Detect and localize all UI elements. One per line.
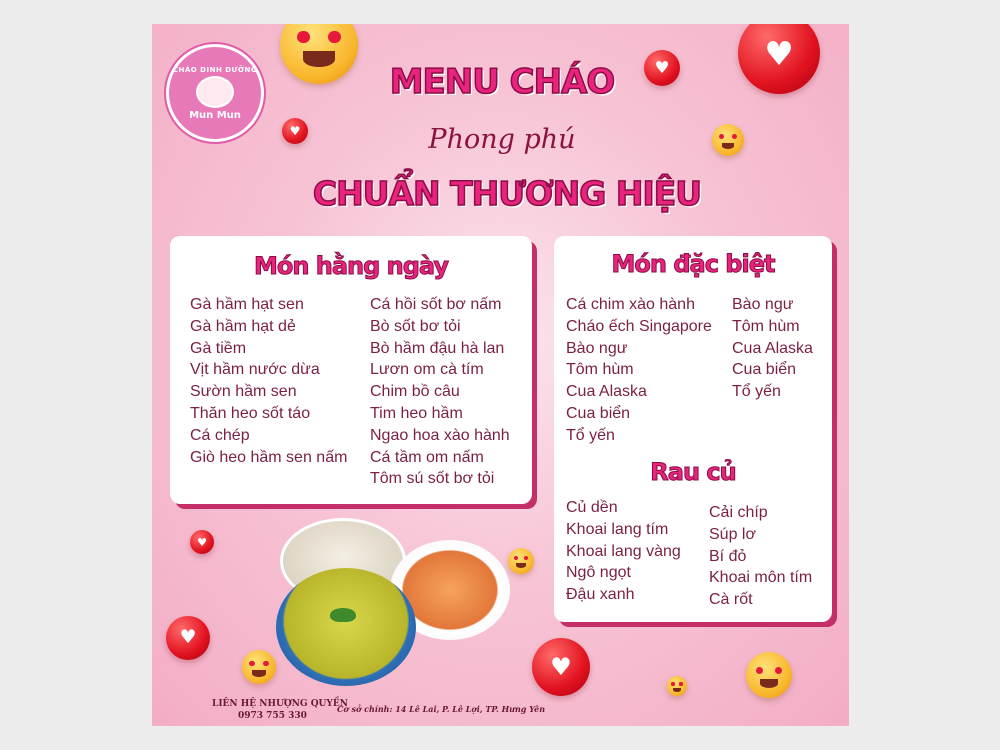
menu-item: Bào ngư	[732, 296, 794, 313]
special-menu-left-column	[566, 296, 712, 449]
menu-poster	[152, 24, 849, 726]
emoji-icon	[746, 652, 792, 698]
menu-item: Gà hầm hạt dẻ	[190, 317, 296, 335]
heart-icon: ♥	[532, 638, 590, 696]
menu-item: Cá hồi sốt bơ nấm	[370, 296, 502, 313]
menu-item: Khoai môn tím	[709, 569, 813, 587]
brand-slogan: CHUẨN THƯƠNG HIỆU	[312, 174, 702, 213]
vegetable-menu-left-column	[566, 499, 681, 608]
special-menu-right-column	[732, 296, 813, 405]
heart-icon: ♥	[738, 24, 820, 94]
menu-item: Cá chim xào hành	[566, 296, 695, 313]
special-menu-card	[554, 236, 832, 622]
menu-item: Củ dền	[566, 499, 618, 516]
menu-item: Cá chép	[190, 426, 250, 444]
mascot-icon	[196, 76, 234, 108]
vegetable-menu-right-column	[709, 504, 812, 613]
menu-item: Cua biển	[566, 404, 631, 422]
porridge-bowls-image	[250, 514, 510, 694]
vegetable-menu-heading: Rau củ	[650, 458, 736, 486]
logo-tagline: CHÁO DINH DƯỠNG	[172, 65, 258, 74]
menu-item: Bò sốt bơ tỏi	[370, 317, 461, 335]
menu-item: Gà tiềm	[190, 339, 247, 357]
menu-item: Tôm sú sốt bơ tỏi	[370, 470, 495, 488]
menu-item: Cua biển	[732, 361, 797, 379]
menu-item: Khoai lang vàng	[566, 542, 681, 560]
menu-item: Tôm hùm	[732, 317, 800, 335]
menu-item: Cua Alaska	[566, 383, 647, 401]
menu-subtitle: Phong phú	[428, 124, 576, 155]
menu-item: Súp lơ	[709, 525, 756, 543]
daily-menu-heading: Món hằng ngày	[253, 252, 449, 280]
heart-icon: ♥	[166, 616, 210, 660]
daily-menu-left-column	[190, 296, 347, 470]
menu-item: Bí đỏ	[709, 547, 747, 565]
menu-item: Cà rốt	[709, 591, 753, 609]
emoji-icon	[508, 548, 534, 574]
daily-menu-card	[170, 236, 532, 504]
special-menu-heading: Món đặc biệt	[611, 250, 775, 278]
menu-item: Tổ yến	[566, 426, 615, 444]
menu-item: Gà hầm hạt sen	[190, 296, 304, 313]
emoji-icon	[712, 124, 744, 156]
menu-item: Cá tầm om nấm	[370, 448, 484, 466]
menu-item: Đậu xanh	[566, 586, 635, 604]
menu-item: Giò heo hầm sen nấm	[190, 448, 348, 466]
menu-item: Tổ yến	[732, 383, 781, 401]
menu-item: Ngao hoa xào hành	[370, 426, 510, 444]
logo-brand-name: Mun Mun	[189, 109, 241, 121]
heart-icon: ♥	[190, 530, 214, 554]
menu-item: Thăn heo sốt táo	[190, 404, 311, 422]
daily-menu-right-column	[370, 296, 510, 492]
menu-title: MENU CHÁO	[389, 62, 615, 102]
menu-item: Vịt hầm nước dừa	[190, 361, 320, 379]
franchise-contact-label: LIÊN HỆ NHƯỢNG QUYỀN	[212, 699, 348, 709]
emoji-icon	[667, 676, 687, 696]
menu-item: Cua Alaska	[732, 339, 813, 357]
menu-item: Bò hầm đậu hà lan	[370, 339, 505, 357]
menu-item: Cải chíp	[709, 504, 768, 521]
menu-item: Ngô ngọt	[566, 564, 631, 582]
franchise-phone: 0973 755 330	[238, 711, 307, 721]
emoji-icon	[280, 24, 358, 84]
main-address: Cơ sở chính: 14 Lê Lai, P. Lê Lợi, TP. Hưng Yên	[337, 704, 546, 714]
menu-item: Sườn hầm sen	[190, 383, 297, 401]
heart-icon: ♥	[282, 118, 308, 144]
heart-icon: ♥	[644, 50, 680, 86]
menu-item: Tim heo hầm	[370, 404, 463, 422]
menu-item: Tôm hùm	[566, 361, 634, 379]
menu-item: Bào ngư	[566, 339, 628, 357]
menu-item: Cháo ếch Singapore	[566, 317, 712, 335]
brand-logo	[166, 44, 264, 142]
menu-item: Khoai lang tím	[566, 520, 669, 538]
menu-item: Lươn om cà tím	[370, 361, 484, 379]
menu-item: Chim bồ câu	[370, 383, 460, 401]
